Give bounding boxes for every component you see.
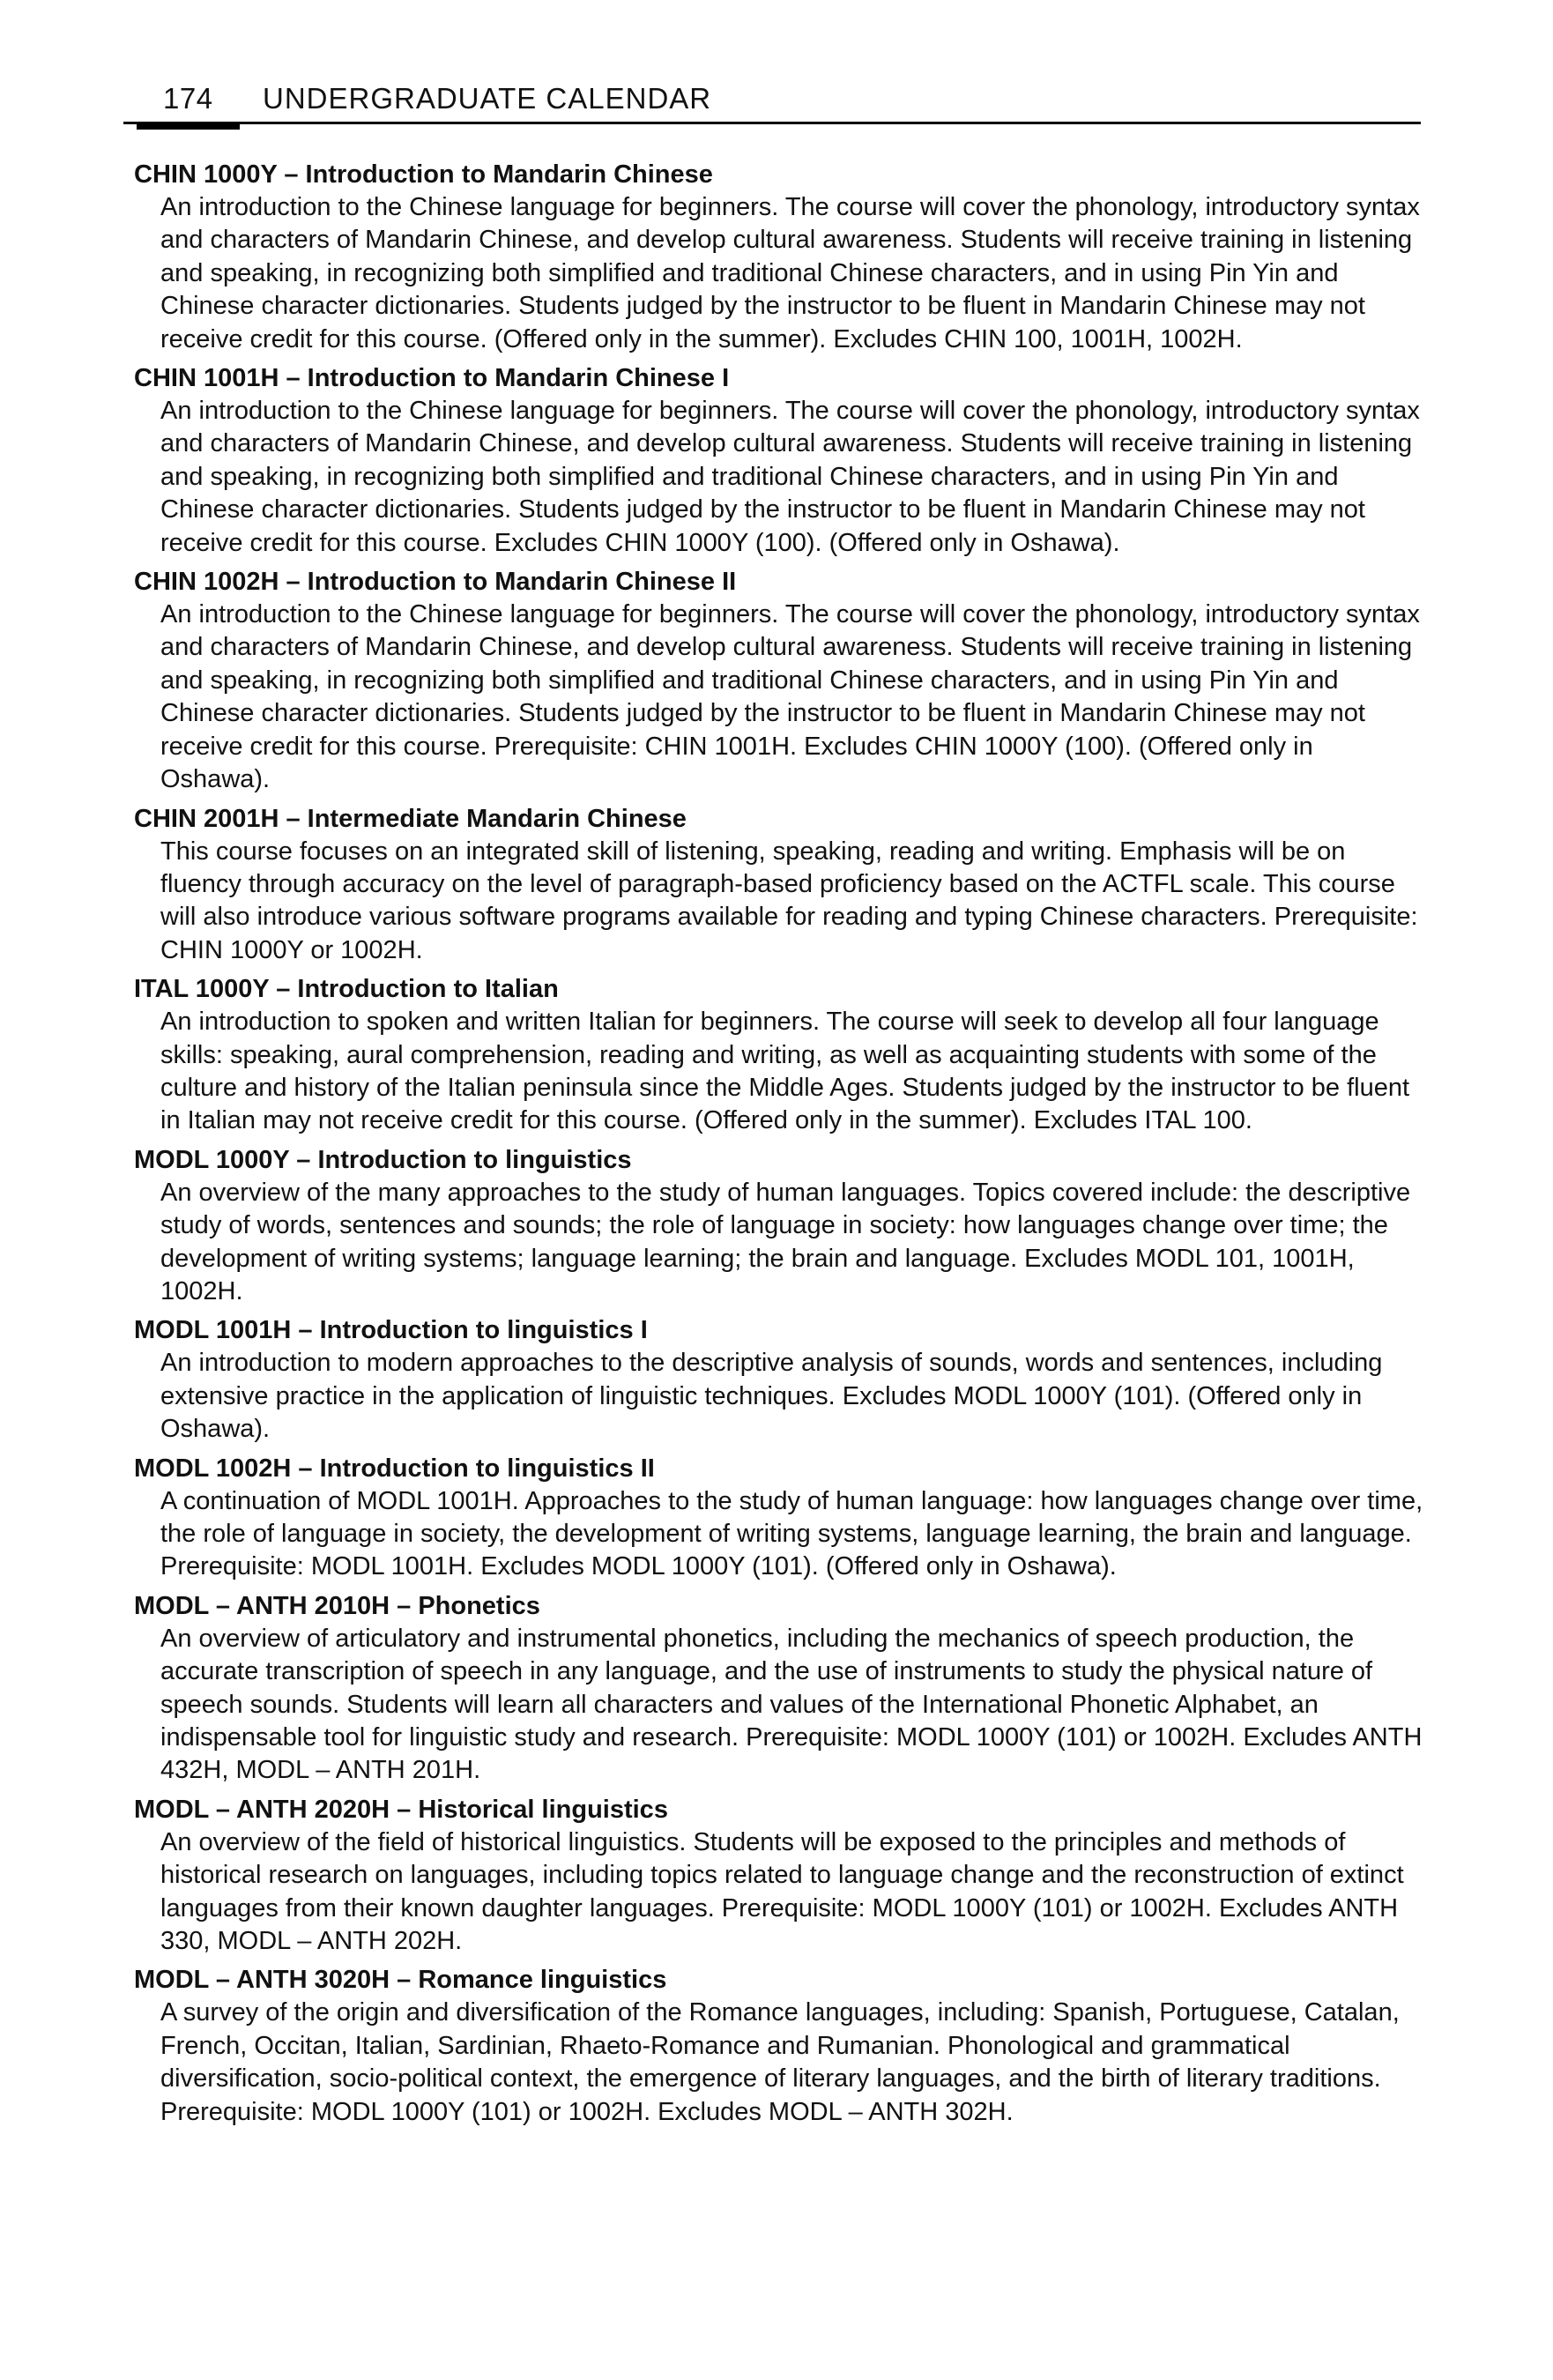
course-description: A continuation of MODL 1001H. Approaches to the study of human language: how languages change over time, the role of language in society, the development of writing systems, language learning, the brain and language. Prerequisite: MODL 1001H. Excludes MODL 1000Y (101). (Offered only in Oshawa). bbox=[160, 1486, 1423, 1581]
course-description: An introduction to the Chinese language for beginners. The course will cover the phonology, introductory syntax and characters of Mandarin Chinese, and develop cultural awareness. Students will receive training in listening and speaking, in recognizing both simplified and traditional Chinese characters, and in using Pin Yin and Chinese character dictionaries. Students judged by the instructor to be fluent in Mandarin Chinese may not receive credit for this course. Excludes CHIN 1000Y (100). (Offered only in Oshawa). bbox=[160, 397, 1420, 557]
course-entry-chin-1001h bbox=[134, 362, 1425, 560]
course-description: An introduction to modern approaches to the descriptive analysis of sounds, words and sentences, including extensive practice in the application of linguistic techniques. Excludes MODL 1000Y (101). (Offered only in Oshawa). bbox=[160, 1349, 1383, 1444]
course-title: CHIN 1001H – Introduction to Mandarin Chinese I bbox=[134, 364, 730, 393]
course-title: MODL – ANTH 3020H – Romance linguistics bbox=[134, 1966, 667, 1995]
course-entry-modl-1000y bbox=[134, 1144, 1425, 1309]
course-entry-chin-2001h bbox=[134, 803, 1425, 968]
course-entry-modl-anth-2020h bbox=[134, 1794, 1425, 1959]
page-header bbox=[123, 81, 1421, 127]
running-title: UNDERGRADUATE CALENDAR bbox=[263, 82, 712, 115]
course-title: CHIN 1002H – Introduction to Mandarin Chinese II bbox=[134, 568, 737, 597]
course-description: An introduction to the Chinese language for beginners. The course will cover the phonology, introductory syntax and characters of Mandarin Chinese, and develop cultural awareness. Students will receive training in listening and speaking, in recognizing both simplified and traditional Chinese characters, and in using Pin Yin and Chinese character dictionaries. Students judged by the instructor to be fluent in Mandarin Chinese may not receive credit for this course. (Offered only in the summer). Excludes CHIN 100, 1001H, 1002H. bbox=[160, 193, 1420, 353]
course-description: An overview of articulatory and instrumental phonetics, including the mechanics of speech production, the accurate transcription of speech in any language, and the use of instruments to study the physical nature of speech sounds. Students will learn all characters and values of the International Phonetic Alphabet, an indispensable tool for linguistic study and research. Prerequisite: MODL 1000Y (101) or 1002H. Excludes ANTH 432H, MODL – ANTH 201H. bbox=[160, 1624, 1423, 1785]
course-description: An overview of the many approaches to the study of human languages. Topics covered include: the descriptive study of words, sentences and sounds; the role of language in society: how languages change over time; the development of writing systems; language learning; the brain and language. Excludes MODL 101, 1001H, 1002H. bbox=[160, 1178, 1411, 1305]
page-number: 174 bbox=[163, 82, 213, 115]
course-title: MODL – ANTH 2020H – Historical linguistics bbox=[134, 1795, 668, 1824]
course-description: A survey of the origin and diversification of the Romance languages, including: Spanish, Portuguese, Catalan, French, Occitan, Italian, Sardinian, Rhaeto-Romance and Rumanian. Phonological and grammatical diversification, socio-political context, the emergence of literary languages, and the birth of literary traditions. Prerequisite: MODL 1000Y (101) or 1002H. Excludes MODL – ANTH 302H. bbox=[160, 1998, 1400, 2126]
course-entry-modl-1002h bbox=[134, 1453, 1425, 1584]
header-rule bbox=[123, 122, 1421, 124]
course-title: CHIN 2001H – Intermediate Mandarin Chinese bbox=[134, 804, 687, 833]
course-description: This course focuses on an integrated skill of listening, speaking, reading and writing. Emphasis will be on fluency through accuracy on the level of paragraph-based proficiency based on the ACTFL scale. This course will also introduce various software programs available for reading and typing Chinese characters. Prerequisite: CHIN 1000Y or 1002H. bbox=[160, 837, 1418, 964]
course-entry-modl-anth-2010h bbox=[134, 1590, 1425, 1788]
course-entry-chin-1002h bbox=[134, 566, 1425, 796]
course-description: An overview of the field of historical linguistics. Students will be exposed to the principles and methods of historical research on languages, including topics related to language change and the reconstruction of extinct languages from their known daughter languages. Prerequisite: MODL 1000Y (101) or 1002H. Excludes ANTH 330, MODL – ANTH 202H. bbox=[160, 1827, 1404, 1956]
course-title: CHIN 1000Y – Introduction to Mandarin Chinese bbox=[134, 160, 713, 189]
course-title: MODL 1000Y – Introduction to linguistics bbox=[134, 1145, 632, 1174]
course-entry-ital-1000y bbox=[134, 973, 1425, 1138]
course-title: MODL 1002H – Introduction to linguistics II bbox=[134, 1454, 655, 1483]
course-entry-chin-1000y bbox=[134, 159, 1425, 356]
course-title: MODL 1001H – Introduction to linguistics I bbox=[134, 1316, 648, 1345]
course-title: MODL – ANTH 2010H – Phonetics bbox=[134, 1591, 540, 1620]
course-entry-modl-1001h bbox=[134, 1314, 1425, 1446]
course-listing bbox=[134, 159, 1425, 2135]
course-description: An introduction to the Chinese language for beginners. The course will cover the phonology, introductory syntax and characters of Mandarin Chinese, and develop cultural awareness. Students will receive training in listening and speaking, in recognizing both simplified and traditional Chinese characters, and in using Pin Yin and Chinese character dictionaries. Students judged by the instructor to be fluent in Mandarin Chinese may not receive credit for this course. Prerequisite: CHIN 1001H. Excludes CHIN 1000Y (100). (Offered only in Oshawa). bbox=[160, 600, 1420, 794]
course-description: An introduction to spoken and written Italian for beginners. The course will seek to develop all four language skills: speaking, aural comprehension, reading and writing, as well as acquainting students with some of the culture and history of the Italian peninsula since the Middle Ages. Students judged by the instructor to be fluent in Italian may not receive credit for this course. (Offered only in the summer). Excludes ITAL 100. bbox=[160, 1008, 1410, 1135]
course-title: ITAL 1000Y – Introduction to Italian bbox=[134, 975, 559, 1004]
header-block-accent bbox=[137, 122, 240, 130]
course-entry-modl-anth-3020h bbox=[134, 1964, 1425, 2129]
